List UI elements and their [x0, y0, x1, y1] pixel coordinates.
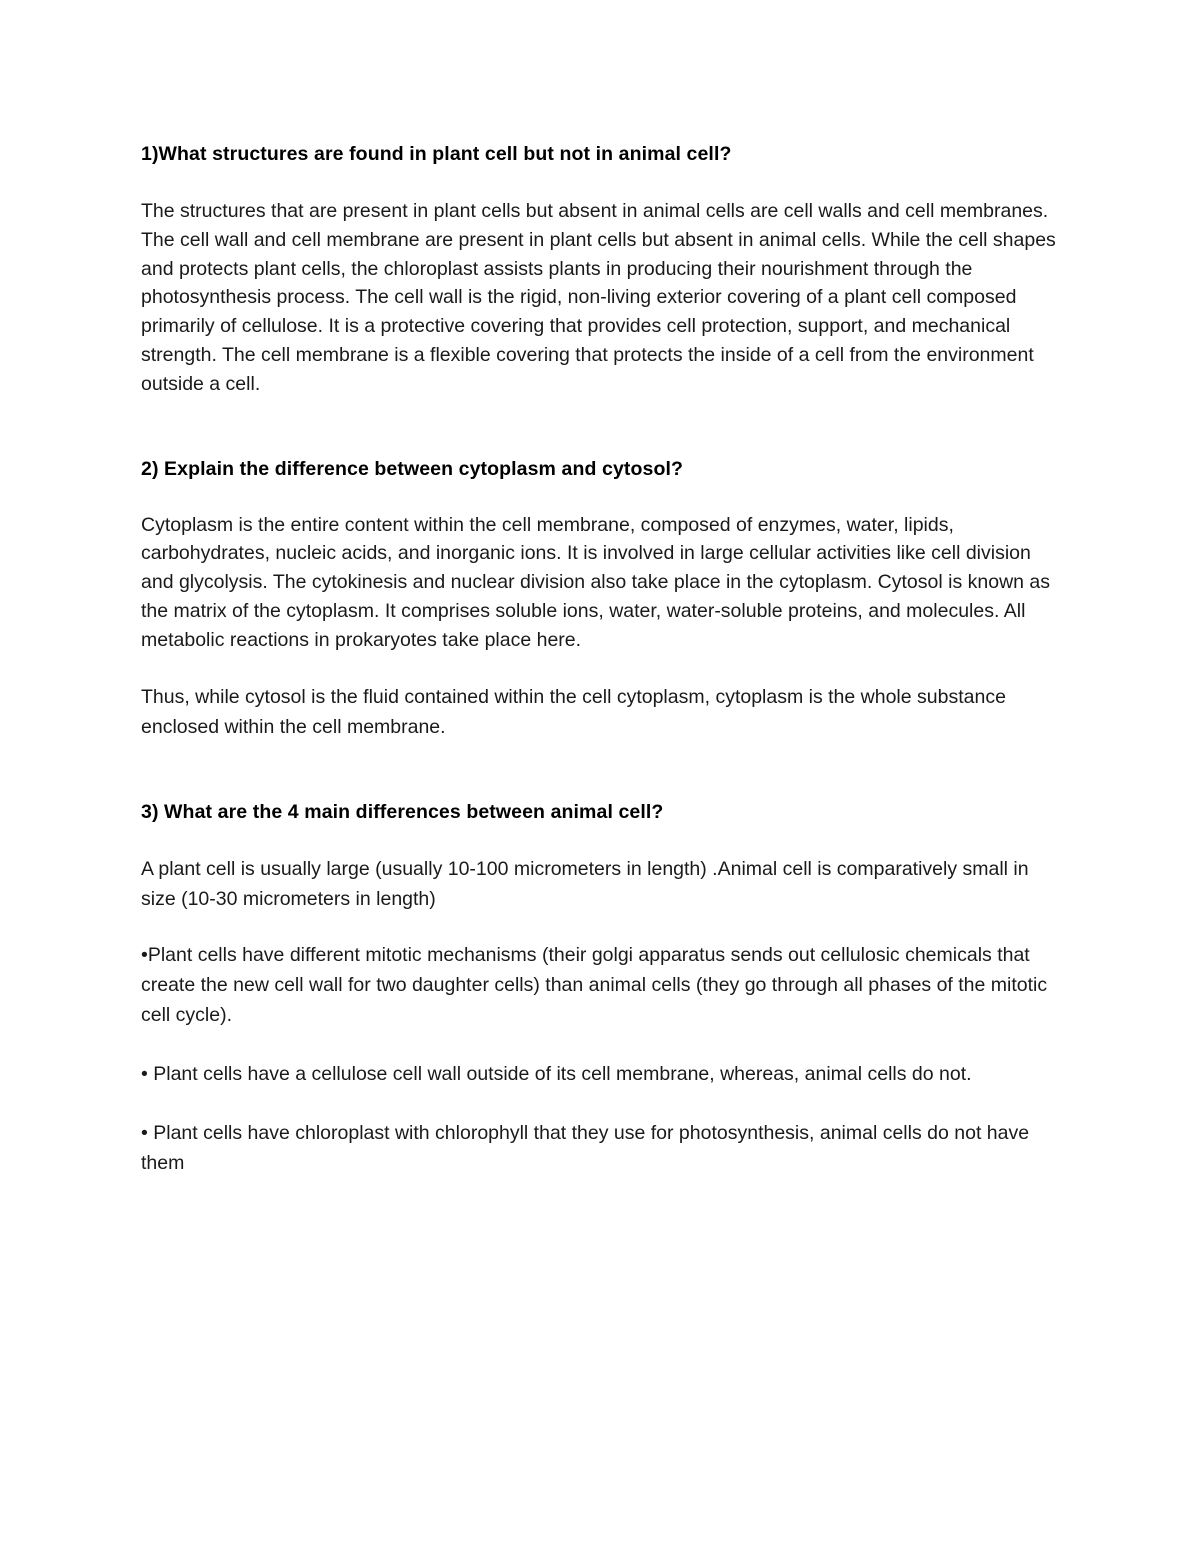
bullet-item: • Plant cells have a cellulose cell wall outside of its cell membrane, whereas, animal cells do not.	[141, 1062, 972, 1085]
bullet-item: • Plant cells have chloroplast with chlorophyll that they use for photosynthesis, animal cells do not have them	[141, 1121, 1030, 1174]
question-2-heading: 2) Explain the difference between cytoplasm and cytosol?	[141, 457, 683, 480]
answer-2-conclusion: Thus, while cytosol is the fluid contained within the cell cytoplasm, cytoplasm is the whole substance enclosed within the cell membrane.	[141, 685, 1006, 738]
answer-1-paragraph: The structures that are present in plant cells but absent in animal cells are cell walls and cell membranes. The cell wall and cell membrane are present in plant cells but absent in animal cells. While the cell shapes and protects plant cells, the chloroplast assists plants in producing their nourishment through the photosynthesis process. The cell wall is the rigid, non-living exterior covering of a plant cell composed primarily of cellulose. It is a protective covering that provides cell protection, support, and mechanical strength. The cell membrane is a flexible covering that protects the inside of a cell from the environment outside a cell.	[141, 200, 1056, 395]
question-3-heading: 3) What are the 4 main differences between animal cell?	[141, 800, 664, 823]
question-1-heading: 1)What structures are found in plant cell but not in animal cell?	[141, 143, 732, 165]
bullet-item: •Plant cells have different mitotic mechanisms (their golgi apparatus sends out cellulosic chemicals that create the new cell wall for two daughter cells) than animal cells (they go through all phases of the mitotic cell cycle).	[141, 943, 1048, 1026]
answer-2-paragraph: Cytoplasm is the entire content within the cell membrane, composed of enzymes, water, lipids, carbohydrates, nucleic acids, and inorganic ions. It is involved in large cellular activities like cell division and glycolysis. The cytokinesis and nuclear division also take place in the cytoplasm. Cytosol is known as the matrix of the cytoplasm. It comprises soluble ions, water, water-soluble proteins, and molecules. All metabolic reactions in prokaryotes take place here.	[141, 513, 1051, 651]
document-page	[141, 140, 1066, 1178]
answer-3-paragraph: A plant cell is usually large (usually 10-100 micrometers in length) .Animal cell is comparatively small in size (10-30 micrometers in length)	[141, 857, 1029, 910]
